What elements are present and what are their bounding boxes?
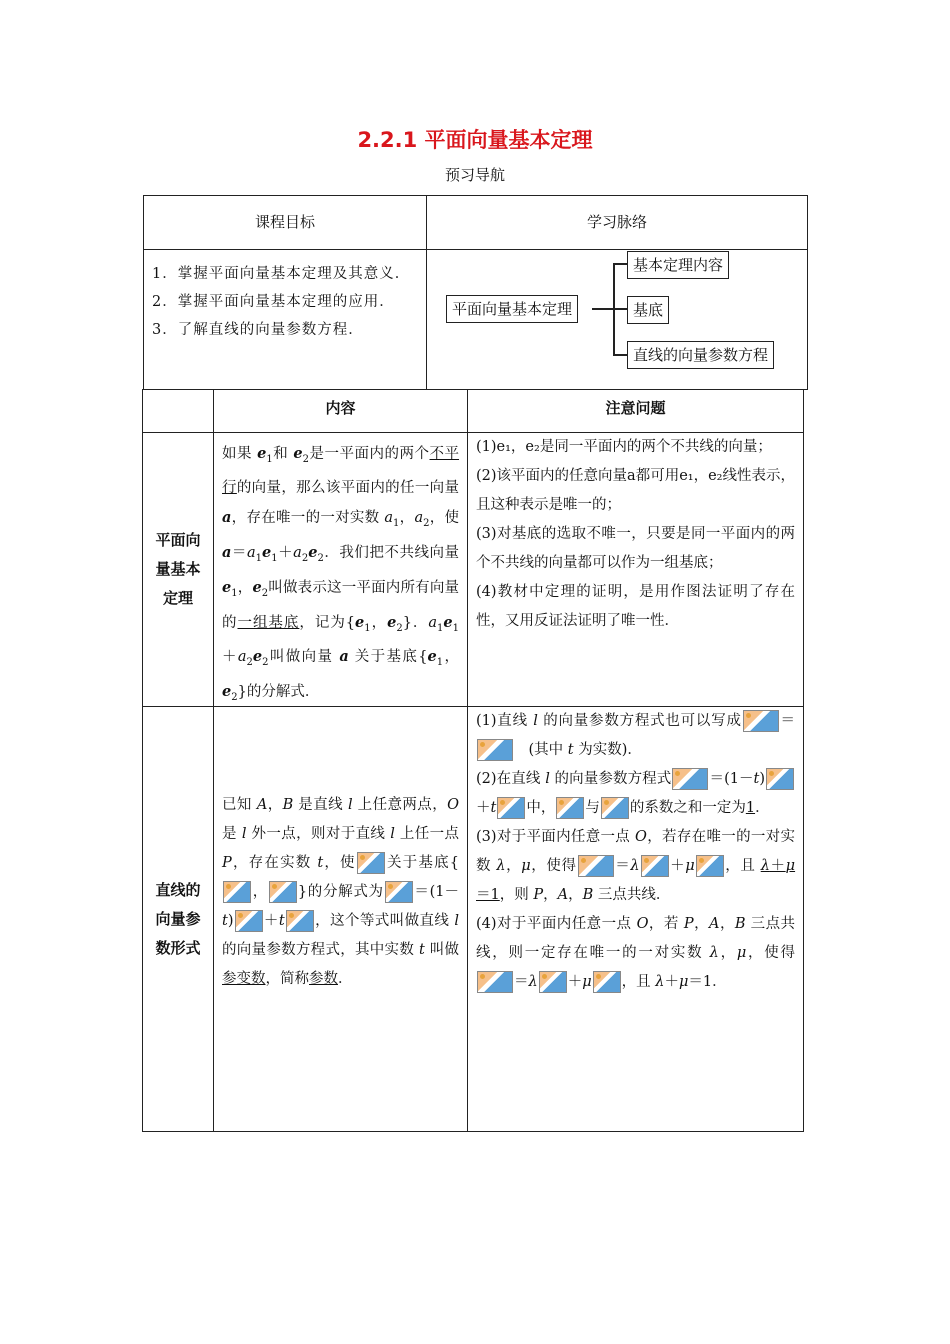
image-placeholder-icon — [357, 852, 385, 874]
image-placeholder-icon — [743, 710, 779, 732]
note-item: (4)教材中定理的证明，是用作图法证明了存在性，又用反证法证明了唯一性． — [476, 584, 795, 629]
image-placeholder-icon — [477, 971, 513, 993]
image-placeholder-icon — [696, 855, 724, 877]
goal-item: 2．掌握平面向量基本定理的应用． — [152, 294, 395, 310]
diagram-connector — [592, 308, 614, 310]
goal-item: 3．了解直线的向量参数方程． — [152, 322, 364, 338]
line-notes — [467, 706, 804, 1132]
image-placeholder-icon — [269, 881, 297, 903]
image-placeholder-icon — [497, 797, 525, 819]
image-placeholder-icon — [385, 881, 413, 903]
note-item: (2)在直线 l 的向量参数方程式 ＝(1－t)＋t 中， 与 的系数之和一定为1． — [476, 765, 795, 823]
image-placeholder-icon — [286, 910, 314, 932]
notes-header: 注意问题 — [467, 389, 804, 433]
image-placeholder-icon — [766, 768, 794, 790]
details-table — [142, 389, 804, 1132]
row-label-theorem — [142, 432, 214, 707]
note-item: (2)该平面内的任意向量a都可用e₁，e₂线性表示，且这种表示是唯一的； — [476, 468, 795, 513]
image-placeholder-icon — [556, 797, 584, 819]
diagram-child: 基本定理内容 — [627, 251, 729, 279]
diagram-root: 平面向量基本定理 — [446, 295, 578, 323]
line-content: 已知 A，B 是直线 l 上任意两点，O 是 l 外一点，则对于直线 l 上任一点 P，存在实数 t，使 关于基底{， }的分解式为 ＝(1－t) ＋t ，这个等式叫做直线 l 的向量参数方程式，其中实数 t 叫做参变数，简称参数． — [213, 706, 468, 1132]
note-item: (1)直线 l 的向量参数方程式也可以写成 ＝ (其中 t 为实数)． — [476, 707, 795, 765]
note-item: (1)e₁，e₂是同一平面内的两个不共线的向量； — [476, 439, 772, 455]
diagram-connector — [613, 263, 627, 265]
image-placeholder-icon — [539, 971, 567, 993]
goals-header: 课程目标 — [143, 195, 427, 250]
theorem-notes — [467, 432, 804, 707]
image-placeholder-icon — [672, 768, 708, 790]
goal-item: 1．掌握平面向量基本定理及其意义． — [152, 266, 411, 282]
image-placeholder-icon — [235, 910, 263, 932]
overview-table — [143, 195, 808, 390]
image-placeholder-icon — [641, 855, 669, 877]
theorem-content: 如果 $e_1$和 $e_2$是一平面内的两个不平行的向量，那么该平面内的任一向量 a，存在唯一的一对实数 $a_1$，$a_2$，使 $a=a_1e_1+a_2e_2$．我们把不共线向量 $e_1$，$e_2$叫做表示这一平面内所有向量的一组基底，记为{$e_1$，$e_2$}．$a_1e_1+a_2e_2$叫做向量 a 关于基底{$e_1$，$e_2$}的分解式． — [213, 432, 468, 707]
row-label-text: 平面向量基本定理 — [155, 531, 201, 607]
diagram-connector — [613, 308, 627, 310]
note-item: (3)对于平面内任意一点 O，若存在唯一的一对实数 λ，μ，使得 ＝λ ＋μ ，且 λ＋μ＝1，则 P，A，B 三点共线． — [476, 829, 796, 903]
image-placeholder-icon — [601, 797, 629, 819]
diagram-child: 直线的向量参数方程 — [627, 341, 774, 369]
corner-cell — [142, 389, 214, 433]
image-placeholder-icon — [593, 971, 621, 993]
note-item: (4)对于平面内任意一点 O，若 P，A，B 三点共线，则一定存在唯一的一对实数 λ，μ，使得＝λ ＋μ ，且 λ＋μ＝1． — [476, 910, 795, 997]
page-title: 2.2.1 平面向量基本定理 — [357, 128, 593, 152]
context-header: 学习脉络 — [426, 195, 808, 250]
context-cell — [426, 249, 808, 390]
row-label-line — [142, 706, 214, 1132]
image-placeholder-icon — [223, 881, 251, 903]
image-placeholder-icon — [477, 739, 513, 761]
diagram-connector — [613, 354, 627, 356]
note-item: (3)对基底的选取不唯一，只要是同一平面内的两个不共线的向量都可以作为一组基底； — [476, 526, 795, 571]
diagram-child: 基底 — [627, 296, 669, 324]
goals-cell — [143, 249, 427, 390]
page-subtitle: 预习导航 — [444, 166, 505, 184]
content-header: 内容 — [213, 389, 468, 433]
row-label-text: 直线的向量参数形式 — [155, 880, 201, 957]
image-placeholder-icon — [578, 855, 614, 877]
